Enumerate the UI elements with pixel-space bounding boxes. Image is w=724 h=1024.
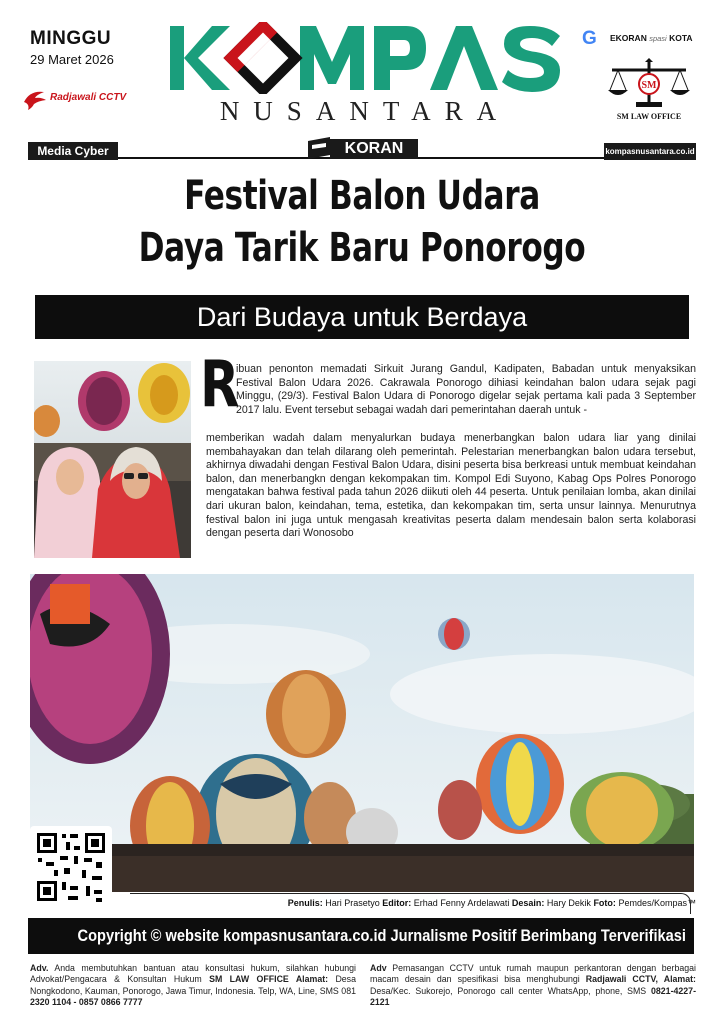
editor-label: Editor: <box>382 898 412 908</box>
foto-label: Foto: <box>593 898 616 908</box>
qr-code[interactable] <box>30 826 112 908</box>
ad-right-bold1: Radjawali CCTV, Alamat: <box>585 974 696 985</box>
scales-of-justice-icon <box>604 58 694 110</box>
ekoran-spasi: spasi <box>649 34 667 43</box>
ekoran-brand: EKORAN <box>610 33 647 43</box>
copyright-bar <box>28 918 694 954</box>
headline-line-1: Festival Balon Udara <box>184 173 540 219</box>
ad-right-label: Adv <box>370 963 387 973</box>
ad-left-bold1: SM LAW OFFICE Alamat: <box>209 974 329 985</box>
ad-radjawali-cctv <box>370 963 696 1008</box>
svg-text:SM: SM <box>641 80 657 91</box>
foto-value: Pemdes/Kompas™ <box>618 898 696 908</box>
koran-text: KORAN <box>330 139 418 159</box>
ad-left-label: Adv. <box>30 963 49 973</box>
google-g-icon: G <box>582 28 597 49</box>
edition-day: MINGGU <box>30 28 112 49</box>
qr-code-icon <box>30 826 112 908</box>
article-photo-portrait <box>34 361 191 558</box>
article-photo-balloons <box>30 574 694 892</box>
subtitle-bar: Dari Budaya untuk Berdaya <box>35 295 689 339</box>
site-url-badge[interactable]: kompasnusantara.co.id <box>604 143 696 160</box>
editor-value: Erhad Fenny Ardelawati <box>413 898 510 908</box>
desain-label: Desain: <box>511 898 545 908</box>
ad-left-phone: 2320 1104 - 0857 0866 7777 <box>30 996 143 1007</box>
ekoran-kota: KOTA <box>669 33 693 43</box>
penulis-label: Penulis: <box>287 898 323 908</box>
ad-right-phone: 0821-4227-2121 <box>370 985 696 1007</box>
edition-date: 29 Maret 2026 <box>30 52 114 67</box>
ad-sm-law <box>30 963 356 1008</box>
ad-left-text2: Desa Nongkodono, Kauman, Ponorogo, Jawa Timur, Indonesia. Telp, WA, Line, SMS 081 <box>30 974 356 996</box>
ad-right-text1: Pemasangan CCTV untuk rumah maupun perkantoran dengan berbagai macam desain dan spesifikasi bisa menghubungi <box>370 963 696 985</box>
ad-left-text1: Anda membutuhkan bantuan atau konsultasi hukum, silahkan hubungi Advokat/Pengacara & Konsultan Hukum <box>30 963 356 985</box>
ad-right-text2: Desa/Kec. Sukorejo, Ponorogo call center WhatsApp, phone, SMS <box>370 985 647 996</box>
radjawali-cctv-logo <box>22 88 142 114</box>
media-cyber-label: Media Cyber <box>28 142 118 160</box>
radjawali-name: Radjawali CCTV <box>50 92 127 103</box>
article-body-lower: memberikan wadah dalam menyalurkan budaya menerbangkan balon udara liar yang dinilai membahayakan dan telah dilarang oleh pemerintah. Pelestarian menerbangkan balon udara tersebut, akhirnya diwadahi dengan Festival Balon Udara, disini peserta bisa berkreasi untuk membuat keindahan balon, dan menerbangkn dengan kekompakan tim. Kompol Edi Suyono, Kabag Ops Polres Ponorogo mengatakan bahwa festival pada tahun 2026 diikuti oleh 44 peserta. Untuk penilaian lomba, akan dinilai dari ukuran balon, keindahan, tema, estetika, dan kekompakan tim, serta unsur lainnya. Menurutnya festival balon ini juga untuk mengasah kreativitas peserta dalam mendesain balon serta kolaborasi dengan peserta dari Wonosobo <box>206 432 696 540</box>
sm-law-label: SM LAW OFFICE <box>616 112 682 121</box>
koran-label <box>304 135 420 163</box>
dropcap: R <box>200 348 240 422</box>
desain-value: Hary Dekik <box>546 898 591 908</box>
eagle-icon <box>22 88 48 112</box>
ekoran-badge <box>582 28 702 48</box>
headline-line-2: Daya Tarik Baru Ponorogo <box>138 225 586 271</box>
masthead-subtitle: NUSANTARA <box>219 96 511 126</box>
kompas-masthead-logo <box>168 22 562 94</box>
credits <box>150 898 696 908</box>
sm-law-office-logo <box>604 58 694 124</box>
penulis-value: Hari Prasetyo <box>325 898 380 908</box>
copyright-text: Copyright © website kompasnusantara.co.id Jurnalisme Positif Berimbang Terverifikasi <box>77 926 687 945</box>
article-body-upper: ibuan penonton memadati Sirkuit Jurang Gandul, Kadipaten, Babadan untuk menyaksikan Festival Balon Udara 2026. Cakrawala Ponorogo dihiasi keindahan balon udara sejak pagi Minggu, (29/3). Festival Balon Udara di Ponorogo digelar sejak pertama kali pada 3 September 2017 lalu. Event tersebut sebagai wadah dari pemerintahan daerah untuk - <box>236 363 696 416</box>
